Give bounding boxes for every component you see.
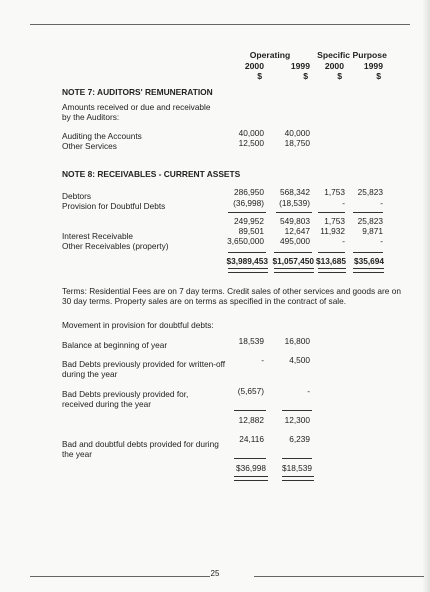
total-underline <box>274 252 312 253</box>
note8-total-sp1999: $35,694 <box>354 256 384 266</box>
movement-written-off-2000: - <box>261 355 264 365</box>
header-unit-op-2000: $ <box>257 71 262 81</box>
movement-balance-2000: 18,539 <box>238 336 264 346</box>
movement-provided-label: Bad and doubtful debts provided for during <box>62 439 219 449</box>
note8-row-op1999: 568,342 <box>280 187 310 197</box>
page-number: 25 <box>210 569 220 578</box>
header-sp-1999: 1999 <box>363 61 383 71</box>
movement-provided-label: the year <box>62 449 92 459</box>
note7-row-op2000: 40,000 <box>238 128 264 138</box>
note7-title: NOTE 7: AUDITORS' REMUNERATION <box>62 87 213 97</box>
movement-received-1999: - <box>307 386 310 396</box>
note8-row-sp2000: - <box>342 236 345 246</box>
header-operating: Operating <box>249 50 291 60</box>
note8-row-op1999: (18,539) <box>279 198 310 208</box>
note8-row-label: Debtors <box>62 191 92 201</box>
note8-movement-title: Movement in provision for doubtful debts: <box>62 320 214 330</box>
header-unit-op-1999: $ <box>303 71 308 81</box>
movement-closing-1999: $18,539 <box>282 463 312 473</box>
movement-received-label: Bad Debts previously provided for, <box>62 389 189 399</box>
movement-sub-1999: 12,300 <box>284 415 310 425</box>
note8-row-sp1999: 25,823 <box>357 187 383 197</box>
movement-closing-underline <box>234 458 266 459</box>
movement-written-off-label: during the year <box>62 369 118 379</box>
header-op-1999: 1999 <box>290 61 310 71</box>
movement-received-2000: (5,657) <box>237 386 264 396</box>
note8-row-sp1999: 9,871 <box>362 226 383 236</box>
top-rule <box>30 24 410 25</box>
total-double-underline <box>274 268 314 273</box>
movement-closing-double-underline <box>282 476 314 481</box>
total-underline <box>228 252 266 253</box>
header-sp-2000: 2000 <box>324 61 344 71</box>
movement-closing-2000: $36,998 <box>236 463 266 473</box>
note8-terms-line1: Terms: Residential Fees are on 7 day terms. Credit sales of other services and goods are on <box>62 286 401 296</box>
header-unit-sp-1999: $ <box>376 71 381 81</box>
note8-row-op2000: 3,650,000 <box>227 236 264 246</box>
note8-total-sp2000: $13,685 <box>316 256 346 266</box>
note7-row-op1999: 18,750 <box>284 138 310 148</box>
note8-row-label: Other Receivables (property) <box>62 241 169 251</box>
note8-row-op1999: 495,000 <box>280 236 310 246</box>
note8-row-op2000: 89,501 <box>238 226 264 236</box>
note7-intro-line2: by the Auditors: <box>62 112 120 122</box>
movement-balance-1999: 16,800 <box>284 336 310 346</box>
subtotal-underline <box>318 212 345 213</box>
subtotal-underline <box>276 212 312 213</box>
note8-subtotal-op1999: 549,803 <box>280 216 310 226</box>
note8-row-sp2000: 11,932 <box>320 226 345 236</box>
movement-written-off-1999: 4,500 <box>289 355 310 365</box>
movement-subtotal-underline <box>282 410 312 411</box>
total-underline <box>318 252 345 253</box>
footer-rule-left <box>30 576 210 577</box>
note7-row-op2000: 12,500 <box>238 138 264 148</box>
note7-intro-line1: Amounts received or due and receivable <box>62 102 211 112</box>
page-edge-shadow <box>422 0 430 592</box>
total-underline <box>353 252 383 253</box>
subtotal-underline <box>353 212 383 213</box>
note8-subtotal-sp2000: 1,753 <box>324 216 345 226</box>
note8-terms-line2: 30 day terms. Property sales are on terms as specified in the contract of sale. <box>62 296 347 306</box>
movement-written-off-label: Bad Debts previously provided for written-off <box>62 359 226 369</box>
note8-total-op1999: $1,057,450 <box>272 256 314 266</box>
movement-closing-underline <box>282 458 312 459</box>
movement-provided-1999: 6,239 <box>289 434 310 444</box>
movement-provided-2000: 24,116 <box>239 434 264 444</box>
header-unit-sp-2000: $ <box>337 71 342 81</box>
total-double-underline <box>228 268 268 273</box>
movement-subtotal-underline <box>234 410 266 411</box>
header-op-2000: 2000 <box>244 61 264 71</box>
movement-received-label: received during the year <box>62 399 152 409</box>
note8-total-op2000: $3,989,453 <box>226 256 268 266</box>
note8-title: NOTE 8: RECEIVABLES - CURRENT ASSETS <box>62 169 241 179</box>
note8-row-sp1999: - <box>380 198 383 208</box>
note8-row-sp2000: 1,753 <box>324 187 345 197</box>
total-double-underline <box>318 268 346 273</box>
header-specific-purpose: Specific Purpose <box>317 50 387 60</box>
note7-row-op1999: 40,000 <box>284 128 310 138</box>
note8-row-op2000: 286,950 <box>234 187 264 197</box>
note8-row-label: Provision for Doubtful Debts <box>62 201 166 211</box>
note8-row-op1999: 12,647 <box>284 226 310 236</box>
total-double-underline <box>353 268 384 273</box>
note8-row-label: Interest Receivable <box>62 231 134 241</box>
note7-row-label: Auditing the Accounts <box>62 131 142 141</box>
movement-closing-double-underline <box>234 476 268 481</box>
note8-subtotal-sp1999: 25,823 <box>357 216 383 226</box>
movement-sub-2000: 12,882 <box>238 415 264 425</box>
note8-row-op2000: (36,998) <box>233 198 264 208</box>
movement-balance-label: Balance at beginning of year <box>62 340 168 350</box>
footer-rule-right <box>254 576 424 577</box>
note8-row-sp2000: - <box>342 198 345 208</box>
note7-row-label: Other Services <box>62 141 117 151</box>
note8-subtotal-op2000: 249,952 <box>234 216 264 226</box>
note8-row-sp1999: - <box>380 236 383 246</box>
subtotal-underline <box>228 212 266 213</box>
